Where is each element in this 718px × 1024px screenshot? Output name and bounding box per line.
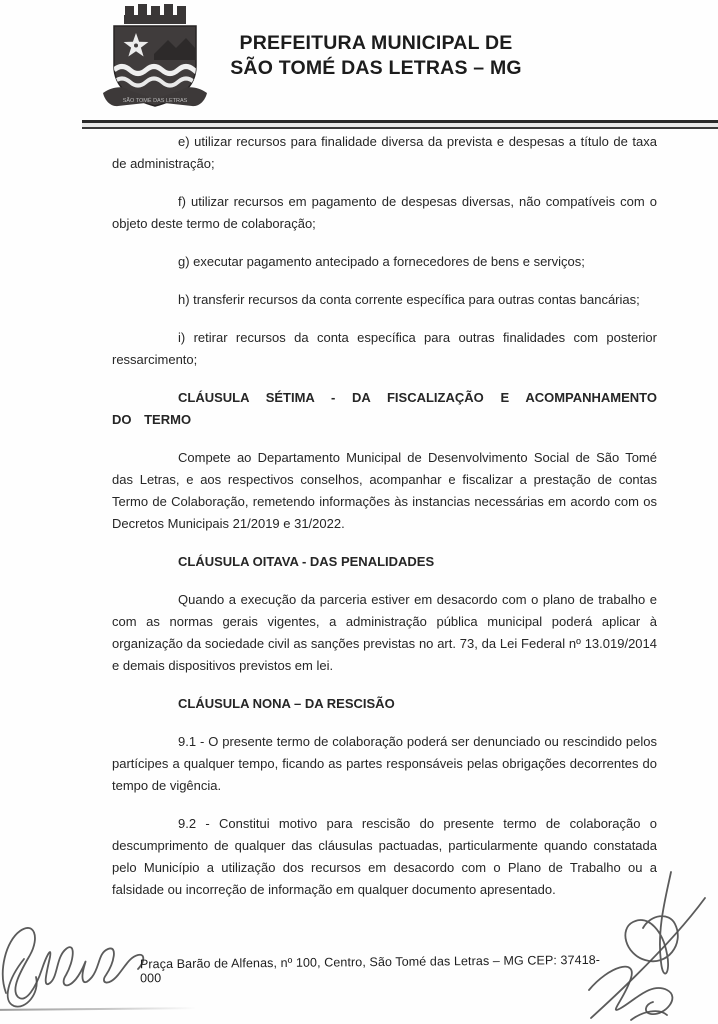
clause-nona-paragraph-9-1: 9.1 - O presente termo de colaboração poderá ser denunciado ou rescindido pelos partícipes a qualquer tempo, ficando as partes responsáveis pelas obrigações decorrentes do tempo de vigência.	[112, 734, 657, 793]
footer-address: Praça Barão de Alfenas, nº 100, Centro, São Tomé das Letras – MG CEP: 37418-000	[139, 952, 601, 986]
coat-of-arms-logo	[94, 2, 216, 118]
clause-heading-nona: CLÁUSULA NONA – DA RESCISÃO	[178, 696, 395, 711]
clause-heading-oitava: CLÁUSULA OITAVA - DAS PENALIDADES	[178, 554, 435, 569]
signature-right	[573, 870, 718, 1024]
clause-item-e: e) utilizar recursos para finalidade diversa da prevista e despesas a título de taxa de administração;	[112, 134, 657, 171]
crest-crown	[124, 4, 186, 24]
crest-ribbon-text: SÃO TOMÉ DAS LETRAS	[122, 98, 188, 104]
header-divider-rule	[82, 120, 718, 129]
clause-heading-setima: CLÁUSULA SÉTIMA - DA FISCALIZAÇÃO E ACOMPANHAMENTO DO TERMO	[112, 390, 657, 427]
clause-item-g: g) executar pagamento antecipado a fornecedores de bens e serviços;	[178, 254, 585, 269]
document-body	[112, 131, 657, 917]
clause-setima-paragraph: Compete ao Departamento Municipal de Desenvolvimento Social de São Tomé das Letras, e aos respectivos conselhos, acompanhar e fiscalizar a prestação de contas Termo de Colaboração, remetendo informações às instancias necessárias em acordo com os Decretos Municipais 21/2019 e 31/2022.	[112, 450, 657, 531]
org-name	[228, 31, 524, 81]
org-name-line2: SÃO TOMÉ DAS LETRAS – MG	[230, 57, 522, 79]
clause-oitava-paragraph: Quando a execução da parceria estiver em desacordo com o plano de trabalho e com as normas gerais vigentes, a administração pública municipal poderá aplicar à organização da sociedade civil as sanções previstas no art. 73, da Lei Federal nº 13.019/2014 e demais dispositivos previstos em lei.	[112, 592, 657, 673]
clause-item-f: f) utilizar recursos em pagamento de despesas diversas, não compatíveis com o objeto deste termo de colaboração;	[112, 194, 657, 231]
clause-nona-paragraph-9-2: 9.2 - Constitui motivo para rescisão do presente termo de colaboração o descumprimento de qualquer das cláusulas pactuadas, particularmente quando constatada pelo Município a utilização dos recursos em desacordo com o Plano de Trabalho ou a falsidade ou incorreção de informação em qualquer documento apresentado.	[112, 816, 657, 897]
org-name-line1: PREFEITURA MUNICIPAL DE	[239, 32, 513, 54]
clause-item-i: i) retirar recursos da conta específica para outras finalidades com posterior ressarcimento;	[112, 330, 657, 367]
clause-item-h: h) transferir recursos da conta corrente específica para outras contas bancárias;	[178, 292, 640, 307]
